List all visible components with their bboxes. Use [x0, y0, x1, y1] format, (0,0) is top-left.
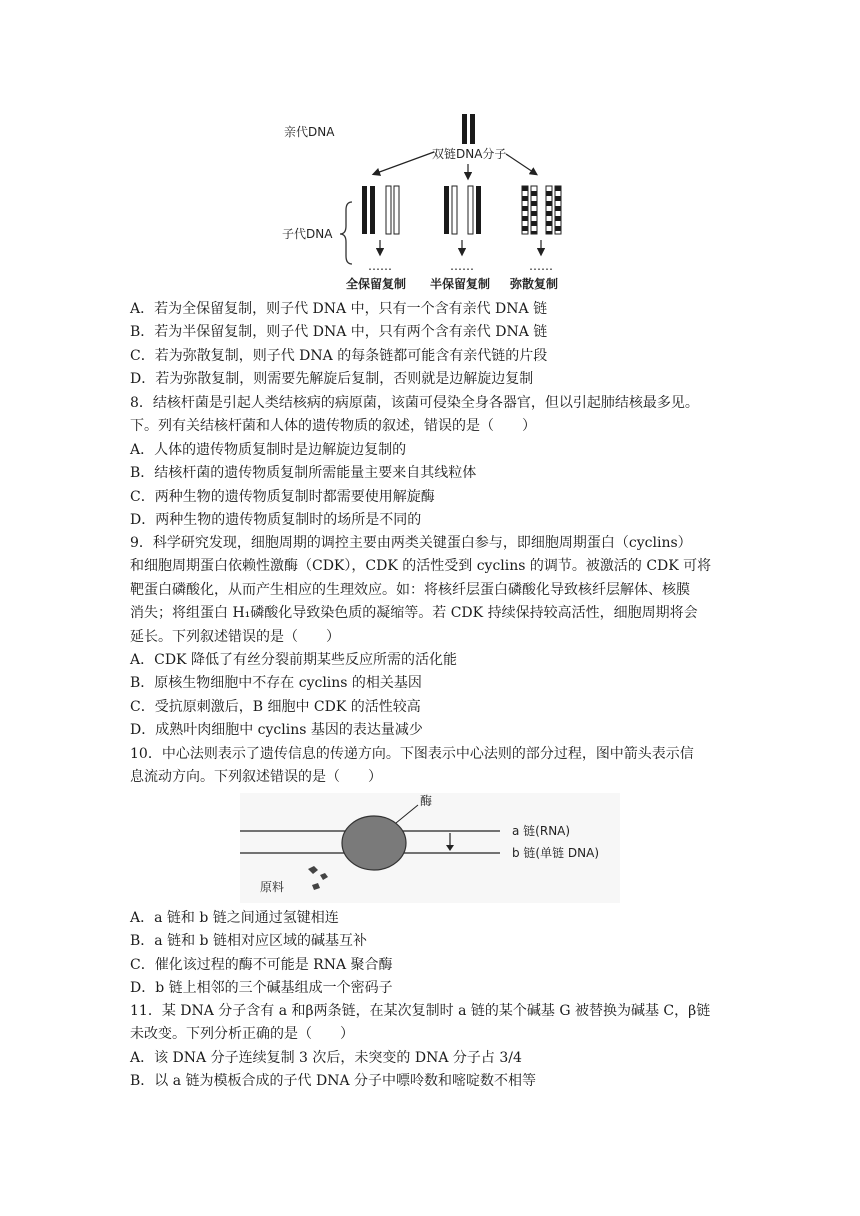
q8-option-c: C．两种生物的遗传物质复制时都需要使用解旋酶	[130, 488, 435, 505]
dots-dispersive: ……	[529, 259, 553, 273]
semiconservative-children	[444, 186, 481, 234]
q8-option-d: D．两种生物的遗传物质复制时的场所是不同的	[130, 512, 422, 529]
question-8	[130, 392, 736, 532]
q11-option-b: B．以 a 链为模板合成的子代 DNA 分子中嘌呤数和嘧啶数不相等	[130, 1073, 537, 1090]
double-strand-label: 双链DNA分子	[432, 147, 507, 161]
q9-option-c: C．受抗原刺激后，B 细胞中 CDK 的活性较高	[130, 698, 421, 715]
q11-stem-line: 未改变。下列分析正确的是（ ）	[130, 1026, 354, 1043]
q10-option-c: C．催化该过程的酶不可能是 RNA 聚合酶	[130, 956, 393, 973]
q9-stem-line: 和细胞周期蛋白依赖性激酶（CDK），CDK 的活性受到 cyclins 的调节。被激活的 CDK 可将	[130, 558, 712, 575]
q8-option-a: A．人体的遗传物质复制时是边解旋边复制的	[130, 441, 407, 458]
q9-stem-line: 消失；将组蛋白 H₁磷酸化导致染色质的凝缩等。若 CDK 持续保持较高活性，细胞周期将会	[130, 605, 698, 622]
parent-dna-molecule	[462, 114, 475, 144]
q10-option-d: D．b 链上相邻的三个碱基组成一个密码子	[130, 980, 393, 997]
question-11	[130, 1000, 736, 1094]
q11-stem-line: 11．某 DNA 分子含有 a 和β两条链，在某次复制时 a 链的某个碱基 G 被替换为碱基 C，β链	[130, 1003, 711, 1019]
q7-option-d: D．若为弥散复制，则需要先解旋后复制，否则就是边解旋边复制	[130, 371, 534, 388]
q9-option-d: D．成熟叶肉细胞中 cyclins 基因的表达量减少	[130, 722, 423, 739]
question-10-options	[130, 907, 736, 1001]
q8-option-b: B．结核杆菌的遗传物质复制所需能量主要来自其线粒体	[130, 465, 477, 482]
q9-option-a: A．CDK 降低了有丝分裂前期某些反应所需的活化能	[130, 652, 457, 669]
q7-option-a: A．若为全保留复制，则子代 DNA 中，只有一个含有亲代 DNA 链	[130, 301, 548, 317]
enzyme-blob	[342, 816, 406, 870]
dots-semiconservative: ……	[450, 259, 474, 273]
q7-option-b: B．若为半保留复制，则子代 DNA 中，只有两个含有亲代 DNA 链	[130, 324, 548, 341]
q10-option-b: B．a 链和 b 链相对应区域的碱基互补	[130, 933, 367, 950]
question-9	[130, 532, 736, 743]
dna-replication-figure	[274, 106, 590, 294]
mode-label-conservative: 全保留复制	[346, 277, 407, 291]
dots-conservative: ……	[368, 259, 392, 273]
q10-option-a: A．a 链和 b 链之间通过氢键相连	[130, 910, 339, 926]
q9-stem-line: 靶蛋白磷酸化，从而产生相应的生理效应。如：将核纤层蛋白磷酸化导致核纤层解体、核膜	[130, 581, 690, 598]
q10-stem-line: 息流动方向。下列叙述错误的是（ ）	[130, 769, 382, 786]
child-dna-label: 子代DNA	[282, 227, 333, 241]
a-strand-label: a 链(RNA)	[512, 824, 571, 838]
q9-stem-line: 9．科学研究发现，细胞周期的调控主要由两类关键蛋白参与，即细胞周期蛋白（cyclins）	[130, 535, 692, 551]
q10-stem-line: 10．中心法则表示了遗传信息的传递方向。下图表示中心法则的部分过程，图中箭头表示信	[130, 746, 694, 762]
q8-stem-line: 8．结核杆菌是引起人类结核病的病原菌，该菌可侵染全身各器官，但以引起肺结核最多见。	[130, 395, 699, 411]
q7-options	[130, 298, 736, 392]
conservative-children	[362, 186, 399, 234]
mode-label-dispersive: 弥散复制	[510, 277, 559, 291]
parent-dna-label: 亲代DNA	[284, 125, 335, 139]
mode-label-semiconservative: 半保留复制	[430, 277, 491, 291]
q9-option-b: B．原核生物细胞中不存在 cyclins 的相关基因	[130, 675, 422, 692]
raw-material-label: 原料	[260, 880, 285, 894]
q7-option-c: C．若为弥散复制，则子代 DNA 的每条链都可能含有亲代链的片段	[130, 347, 548, 364]
b-strand-label: b 链(单链 DNA)	[512, 846, 600, 860]
question-10-stem	[130, 743, 736, 790]
dispersive-children	[522, 186, 561, 234]
q9-stem-line: 延长。下列叙述错误的是（ ）	[130, 628, 340, 645]
q8-stem-line: 下。列有关结核杆菌和人体的遗传物质的叙述，错误的是（ ）	[130, 418, 536, 435]
central-dogma-figure	[240, 793, 620, 903]
q11-option-a: A．该 DNA 分子连续复制 3 次后，未突变的 DNA 分子占 3/4	[130, 1049, 522, 1066]
enzyme-label: 酶	[420, 794, 433, 808]
